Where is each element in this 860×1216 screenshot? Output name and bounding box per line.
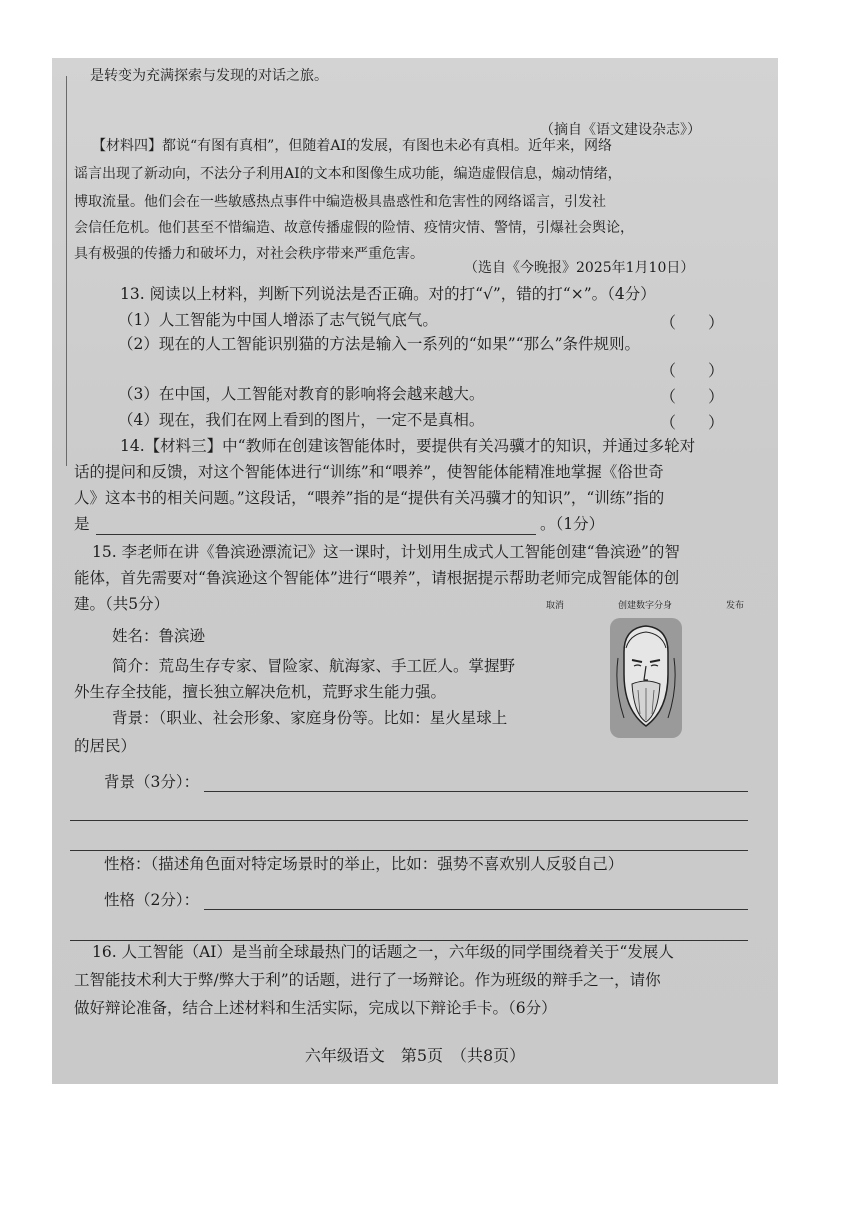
answer-blank[interactable] xyxy=(96,534,536,535)
background-answer-line[interactable] xyxy=(70,850,748,851)
question-13-item-3: （3）在中国，人工智能对教育的影响将会越来越大。 xyxy=(118,385,485,403)
source-citation: （摘自《语文建设杂志》） xyxy=(540,122,701,138)
bearded-face-icon xyxy=(610,618,682,738)
answer-parenthesis[interactable]: （ ） xyxy=(660,413,725,432)
question-15-line: 能体，首先需要对“鲁滨逊这个智能体”进行“喂养”，请根据提示帮助老师完成智能体的创 xyxy=(74,569,680,587)
text-line: 具有极强的传播力和破坏力，对社会秩序带来严重危害。 xyxy=(74,246,424,262)
background-hint-cont: 的居民） xyxy=(74,737,137,755)
personality-hint: 性格：（描述角色面对特定场景时的举止，比如：强势不喜欢别人反驳自己） xyxy=(104,855,624,873)
text-line: 【材料四】都说“有图有真相”，但随着AI的发展，有图也未必有真相。近年来，网络 xyxy=(92,138,612,154)
intro-field-cont: 外生存全技能，擅长独立解决危机，荒野求生能力强。 xyxy=(74,683,447,701)
question-14-prefix: 是 xyxy=(74,515,90,533)
question-14-suffix: 。（1分） xyxy=(540,515,605,533)
intro-field: 简介：荒岛生存专家、冒险家、航海家、手工匠人。掌握野 xyxy=(112,657,516,675)
text-line: 会信任危机。他们甚至不惜编造、故意传播虚假的险情、疫情灾情、警情，引爆社会舆论， xyxy=(74,220,634,236)
personality-answer-line[interactable] xyxy=(204,909,748,910)
question-13-item-4: （4）现在，我们在网上看到的图片，一定不是真相。 xyxy=(118,411,485,429)
avatar-image xyxy=(610,618,682,738)
question-16: 16. 人工智能（AI）是当前全球最热门的话题之一，六年级的同学围绕着关于“发展人 xyxy=(92,943,674,961)
question-13-item-1: （1）人工智能为中国人增添了志气锐气底气。 xyxy=(118,311,438,329)
question-15: 15. 李老师在讲《鲁滨逊漂流记》这一课时，计划用生成式人工智能创建“鲁滨逊”的智 xyxy=(92,543,680,561)
avatar-title: 创建数字分身 xyxy=(618,601,673,611)
question-16-line: 工智能技术利大于弊/弊大于利”的话题，进行了一场辩论。作为班级的辩手之一，请你 xyxy=(74,971,661,989)
answer-parenthesis[interactable]: （ ） xyxy=(660,313,725,332)
background-hint: 背景：（职业、社会形象、家庭身份等。比如：星火星球上 xyxy=(112,709,508,727)
answer-parenthesis[interactable]: （ ） xyxy=(660,387,725,406)
background-label: 背景（3分）： xyxy=(104,773,200,791)
background-answer-line[interactable] xyxy=(204,791,748,792)
question-15-line: 建。（共5分） xyxy=(74,595,170,613)
cancel-button[interactable]: 取消 xyxy=(546,601,565,611)
text-line: 谣言出现了新动向，不法分子利用AI的文本和图像生成功能，编造虚假信息，煽动情绪， xyxy=(74,166,622,182)
page-footer: 六年级语文 第5页 （共8页） xyxy=(304,1046,526,1065)
avatar-toolbar xyxy=(540,596,755,610)
question-16-line: 做好辩论准备，结合上述材料和生活实际，完成以下辩论手卡。（6分） xyxy=(74,999,557,1017)
answer-parenthesis[interactable]: （ ） xyxy=(660,361,725,380)
background-answer-line[interactable] xyxy=(70,820,748,821)
exam-page xyxy=(52,58,778,1084)
personality-label: 性格（2分）： xyxy=(104,891,200,909)
text-line: 是转变为充满探索与发现的对话之旅。 xyxy=(90,68,328,84)
name-field: 姓名：鲁滨逊 xyxy=(112,627,206,645)
question-14-line: 人》这本书的相关问题。”这段话，“喂养”指的是“提供有关冯骥才的知识”，“训练”指的 xyxy=(74,489,665,507)
source-citation: （选自《今晚报》2025年1月10日） xyxy=(464,260,695,276)
text-line: 博取流量。他们会在一些敏感热点事件中编造极具蛊惑性和危害性的网络谣言，引发社 xyxy=(74,194,606,210)
publish-button[interactable]: 发布 xyxy=(726,601,745,611)
question-14-line: 话的提问和反馈，对这个智能体进行“训练”和“喂养”，使智能体能精准地掌握《俗世奇 xyxy=(74,463,664,481)
question-13-item-2: （2）现在的人工智能识别猫的方法是输入一系列的“如果”“那么”条件规则。 xyxy=(118,335,641,353)
personality-answer-line[interactable] xyxy=(70,940,748,941)
digital-avatar-panel xyxy=(540,596,755,746)
margin-line xyxy=(66,76,67,466)
question-14: 14.【材料三】中“教师在创建该智能体时，要提供有关冯骥才的知识，并通过多轮对 xyxy=(120,437,696,455)
question-13: 13. 阅读以上材料，判断下列说法是否正确。对的打“√”，错的打“×”。（4分） xyxy=(120,285,656,303)
